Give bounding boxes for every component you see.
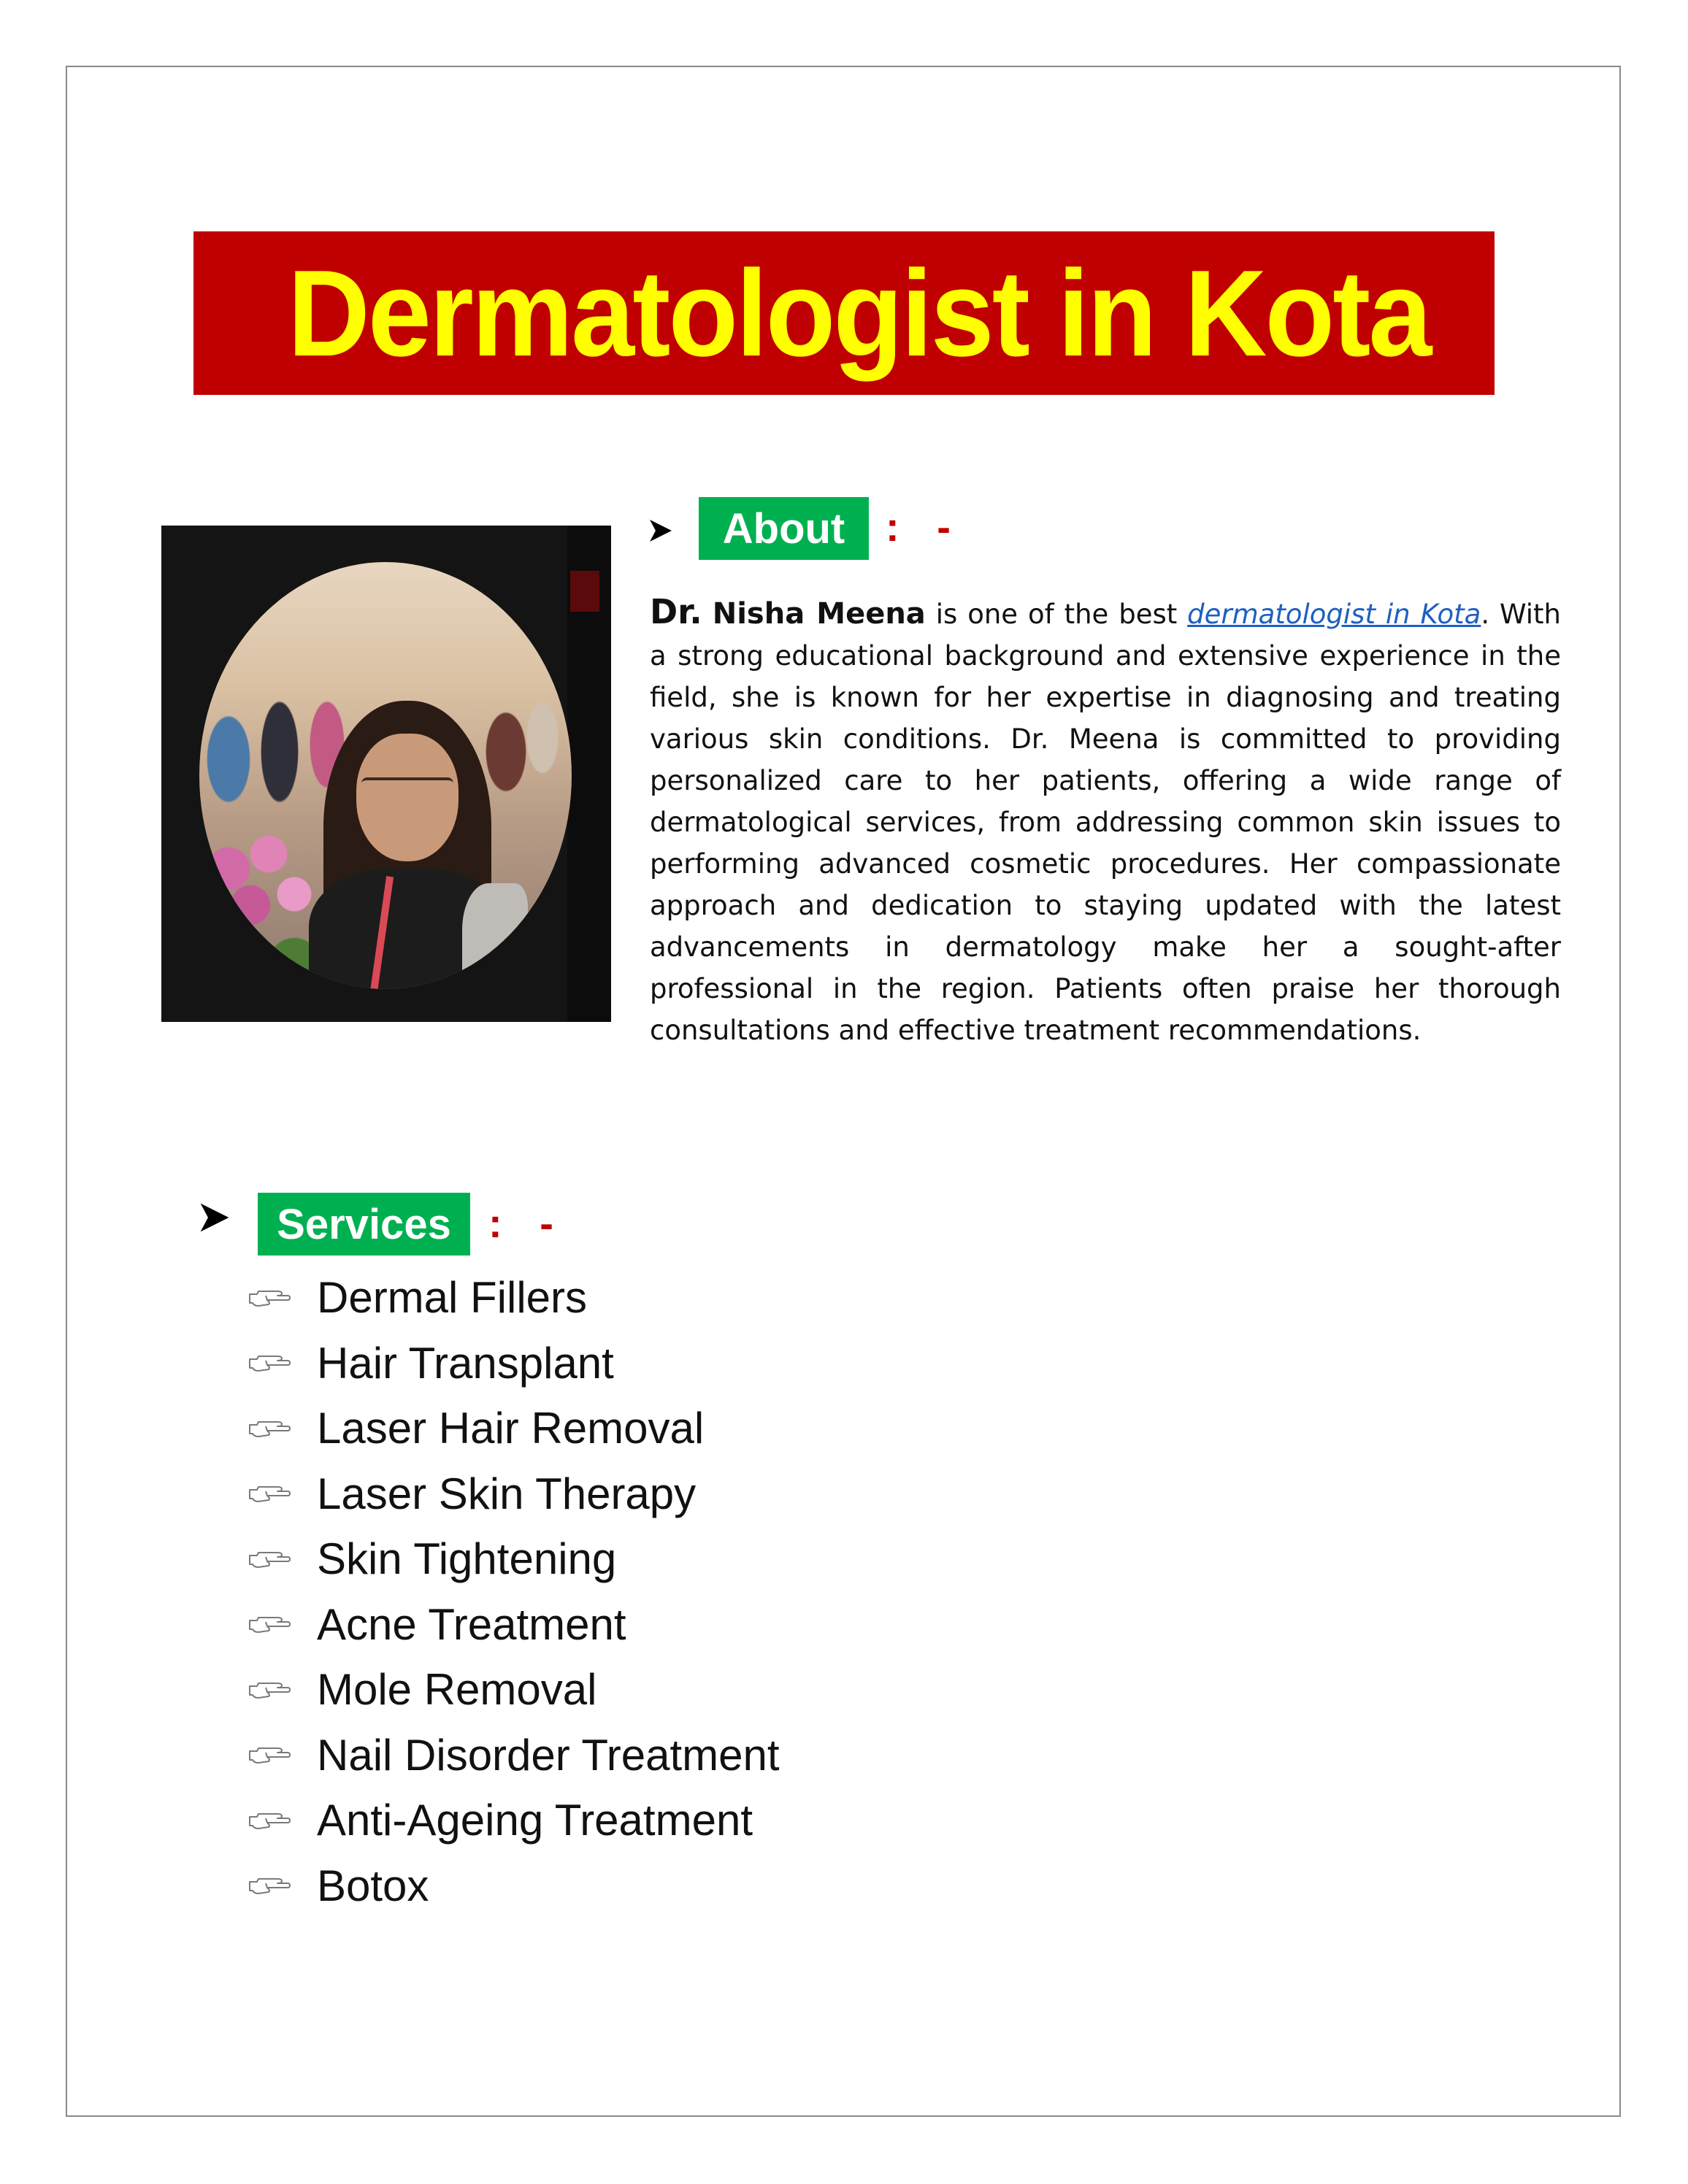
doctor-portrait — [199, 562, 572, 989]
services-heading: Services — [258, 1193, 470, 1256]
pointing-hand-icon — [248, 1348, 292, 1377]
doctor-photo — [161, 526, 611, 1022]
service-item — [248, 1331, 780, 1396]
service-label: Laser Hair Removal — [317, 1404, 705, 1453]
pointing-hand-icon — [248, 1479, 292, 1508]
service-label: Nail Disorder Treatment — [317, 1730, 780, 1780]
service-label: Skin Tightening — [317, 1534, 617, 1584]
service-item — [248, 1853, 780, 1919]
services-separator: : - — [488, 1200, 567, 1246]
pointing-hand-icon — [248, 1283, 292, 1312]
service-item — [248, 1461, 780, 1527]
about-paragraph — [650, 591, 1561, 1051]
pointing-hand-icon — [248, 1806, 292, 1835]
service-label: Botox — [317, 1861, 429, 1910]
services-list — [248, 1265, 780, 1918]
portrait-jacket — [462, 883, 528, 989]
service-label: Acne Treatment — [317, 1599, 626, 1649]
service-item — [248, 1265, 780, 1331]
photo-background-strip — [567, 526, 611, 1022]
dermatologist-link[interactable]: dermatologist in Kota — [1187, 599, 1481, 630]
service-label: Dermal Fillers — [317, 1273, 588, 1323]
service-item — [248, 1592, 780, 1658]
portrait-glasses — [361, 777, 453, 802]
about-separator: : - — [886, 504, 964, 550]
service-label: Anti-Ageing Treatment — [317, 1796, 753, 1845]
service-item — [248, 1723, 780, 1788]
service-item — [248, 1788, 780, 1853]
service-item — [248, 1396, 780, 1461]
pointing-hand-icon — [248, 1610, 292, 1639]
page-title: Dermatologist in Kota — [287, 244, 1430, 382]
pointing-hand-icon — [248, 1545, 292, 1574]
photo-background-detail — [570, 571, 599, 612]
about-text-intro: is one of the best — [925, 599, 1188, 630]
service-label: Hair Transplant — [317, 1338, 614, 1388]
service-item — [248, 1526, 780, 1592]
pointing-hand-icon — [248, 1414, 292, 1443]
dr-prefix: Dr. — [650, 592, 702, 631]
pointing-hand-icon — [248, 1675, 292, 1704]
service-item — [248, 1657, 780, 1723]
pointing-hand-icon — [248, 1871, 292, 1900]
service-label: Mole Removal — [317, 1665, 597, 1715]
doctor-name: Nisha Meena — [712, 597, 926, 631]
about-heading: About — [699, 497, 869, 560]
title-banner — [193, 231, 1495, 395]
about-text-body: . With a strong educational background and extensive experience in the field, she is known for her expertise in diagnosing and treating various skin conditions. Dr. Meena is committed to providing personalized care to her patients, offering a wide range of dermatological services, from addressing common skin issues to performing advanced cosmetic procedures. Her compassionate approach and dedication to staying updated with the latest advancements in dermatology make her a sought-after professional in the region. Patients often praise her thorough consultations and effective treatment recommendations. — [650, 599, 1562, 1046]
pointing-hand-icon — [248, 1740, 292, 1769]
service-label: Laser Skin Therapy — [317, 1469, 697, 1518]
